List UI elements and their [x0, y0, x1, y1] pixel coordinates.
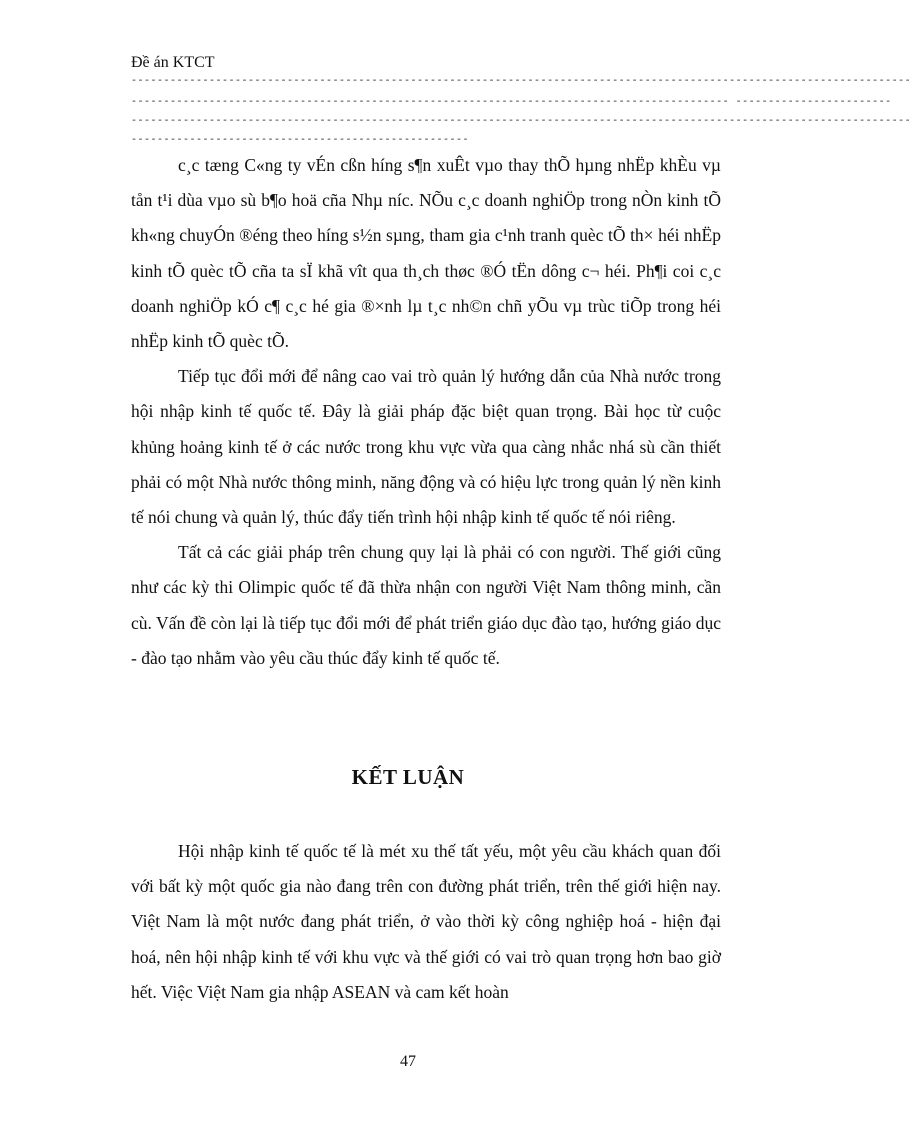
- document-header: Đề án KTCT: [131, 54, 215, 71]
- dashed-divider-2: -------------------------------------------------------------------------------------------- ------------------------: [131, 97, 892, 108]
- dashed-divider-4: ----------------------------------------------------: [131, 135, 470, 146]
- paragraph-state-role: Tiếp tục đổi mới để nâng cao vai trò quản lý hướng dẫn của Nhà nước trong hội nhập kinh tế quốc tế. Đây là giải pháp đặc biệt quan trọng. Bài học từ cuộc khủng hoảng kinh tế ở các nước trong khu vực vừa qua càng nhắc nhá sù cần thiết phải có một Nhà nước thông minh, năng động và có hiệu lực trong quản lý nền kinh tế nói chung và quản lý, thúc đẩy tiến trình hội nhập kinh tế quốc tế nói riêng.: [131, 366, 721, 528]
- conclusion-heading: KẾT LUẬN: [351, 765, 465, 789]
- conclusion-paragraph: Hội nhập kinh tế quốc tế là mét xu thế tất yếu, một yêu cầu khách quan đối với bất kỳ một quốc gia nào đang trên con đường phát triển, trên thế giới hiện nay. Việt Nam là một nước đang phát triển, ở vào thời kỳ công nghiệp hoá - hiện đại hoá, nên hội nhập kinh tế với khu vực và thế giới có vai trò quan trọng hơn bao giờ hết. Việc Việt Nam gia nhập ASEAN và cam kết hoàn: [131, 841, 721, 1002]
- body-text: [131, 148, 721, 676]
- page-number: 47: [400, 1053, 416, 1070]
- paragraph-encoded: c¸c tæng C«ng ty vÉn cßn híng s¶n xuÊt vµo thay thÕ hµng nhËp khÈu vµ tån t¹i dùa vµo sù b¶o hoä cña Nhµ níc. NÕu c¸c doanh nghiÖp trong nÒn kinh tÕ kh«ng chuyÓn ®éng theo híng s½n sµng, tham gia c¹nh tranh quèc tÕ th× héi nhËp kinh tÕ quèc tÕ cña ta sÏ khã vît qua th¸ch thøc ®Ó tËn dông c¬ héi. Ph¶i coi c¸c doanh nghiÖp kÓ c¶ c¸c hé gia ®×nh lµ t¸c nh©n chñ yÕu vµ trùc tiÕp trong héi nhËp kinh tÕ quèc tÕ.: [131, 155, 721, 352]
- paragraph-human-resources: Tất cả các giải pháp trên chung quy lại là phải có con người. Thế giới cũng như các kỳ thi Olimpic quốc tế đã thừa nhận con người Việt Nam thông minh, cần cù. Vấn đề còn lại là tiếp tục đổi mới để phát triển giáo dục đào tạo, hướng giáo dục - đào tạo nhằm vào yêu cầu thúc đẩy kinh tế quốc tế.: [131, 542, 721, 668]
- conclusion-body: [131, 834, 721, 1010]
- dashed-divider-3: ------------------------------------------------------------------------------------------------------------------------: [131, 116, 911, 127]
- dashed-divider-1: ------------------------------------------------------------------------------------------------------------------------: [131, 76, 911, 87]
